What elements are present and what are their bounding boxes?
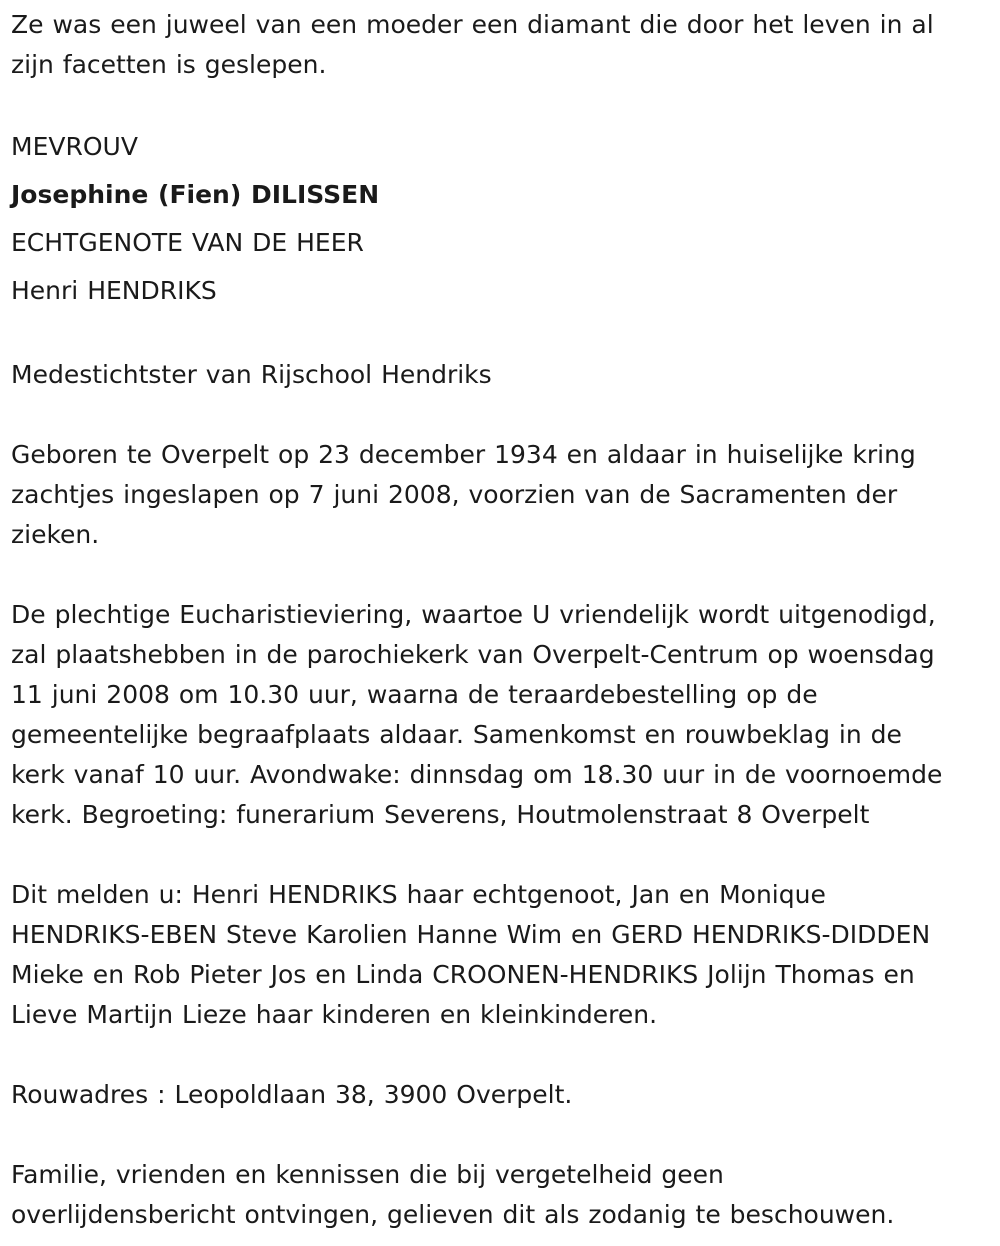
address-paragraph [11, 1075, 993, 1115]
intro-line: zijn facetten is geslepen. [11, 50, 327, 79]
birth-death-line: zieken. [11, 520, 100, 549]
spacer [11, 1035, 993, 1075]
role-paragraph [11, 355, 993, 395]
header-block [11, 123, 993, 315]
ceremony-line: 11 juni 2008 om 10.30 uur, waarna de teraardebestelling op de [11, 680, 818, 709]
ceremony-line: kerk vanaf 10 uur. Avondwake: dinnsdag om 18.30 uur in de voornoemde [11, 760, 943, 789]
spacer [11, 1115, 993, 1155]
announcers-line: HENDRIKS-EBEN Steve Karolien Hanne Wim en GERD HENDRIKS-DIDDEN [11, 920, 931, 949]
birth-death-paragraph [11, 435, 993, 555]
title-prefix: MEVROUV [11, 132, 138, 161]
closing-line: Familie, vrienden en kennissen die bij vergetelheid geen [11, 1160, 724, 1189]
birth-death-line: zachtjes ingeslapen op 7 juni 2008, voorzien van de Sacramenten der [11, 480, 898, 509]
announcers-line: Dit melden u: Henri HENDRIKS haar echtgenoot, Jan en Monique [11, 880, 826, 909]
spouse-name: Henri HENDRIKS [11, 276, 217, 305]
obituary-notice [11, 0, 993, 1235]
announcers-paragraph [11, 875, 993, 1035]
announcers-line: Mieke en Rob Pieter Jos en Linda CROONEN-HENDRIKS Jolijn Thomas en [11, 960, 915, 989]
spacer [11, 315, 993, 355]
deceased-name: Josephine (Fien) DILISSEN [11, 180, 380, 209]
closing-paragraph [11, 1155, 993, 1235]
intro-paragraph [11, 0, 993, 85]
ceremony-line: De plechtige Eucharistieviering, waartoe U vriendelijk wordt uitgenodigd, [11, 600, 936, 629]
role-line: Medestichtster van Rijschool Hendriks [11, 360, 492, 389]
ceremony-line: kerk. Begroeting: funerarium Severens, Houtmolenstraat 8 Overpelt [11, 800, 870, 829]
spacer [11, 835, 993, 875]
announcers-line: Lieve Martijn Lieze haar kinderen en kleinkinderen. [11, 1000, 658, 1029]
spacer [11, 555, 993, 595]
ceremony-line: gemeentelijke begraafplaats aldaar. Samenkomst en rouwbeklag in de [11, 720, 902, 749]
address-line: Rouwadres : Leopoldlaan 38, 3900 Overpelt. [11, 1080, 573, 1109]
intro-line: Ze was een juweel van een moeder een diamant die door het leven in al [11, 10, 934, 39]
closing-line: overlijdensbericht ontvingen, gelieven dit als zodanig te beschouwen. [11, 1200, 895, 1229]
spacer [11, 395, 993, 435]
spacer [11, 85, 993, 123]
ceremony-paragraph [11, 595, 993, 835]
relation-label: ECHTGENOTE VAN DE HEER [11, 228, 364, 257]
birth-death-line: Geboren te Overpelt op 23 december 1934 en aldaar in huiselijke kring [11, 440, 916, 469]
ceremony-line: zal plaatshebben in de parochiekerk van Overpelt-Centrum op woensdag [11, 640, 935, 669]
